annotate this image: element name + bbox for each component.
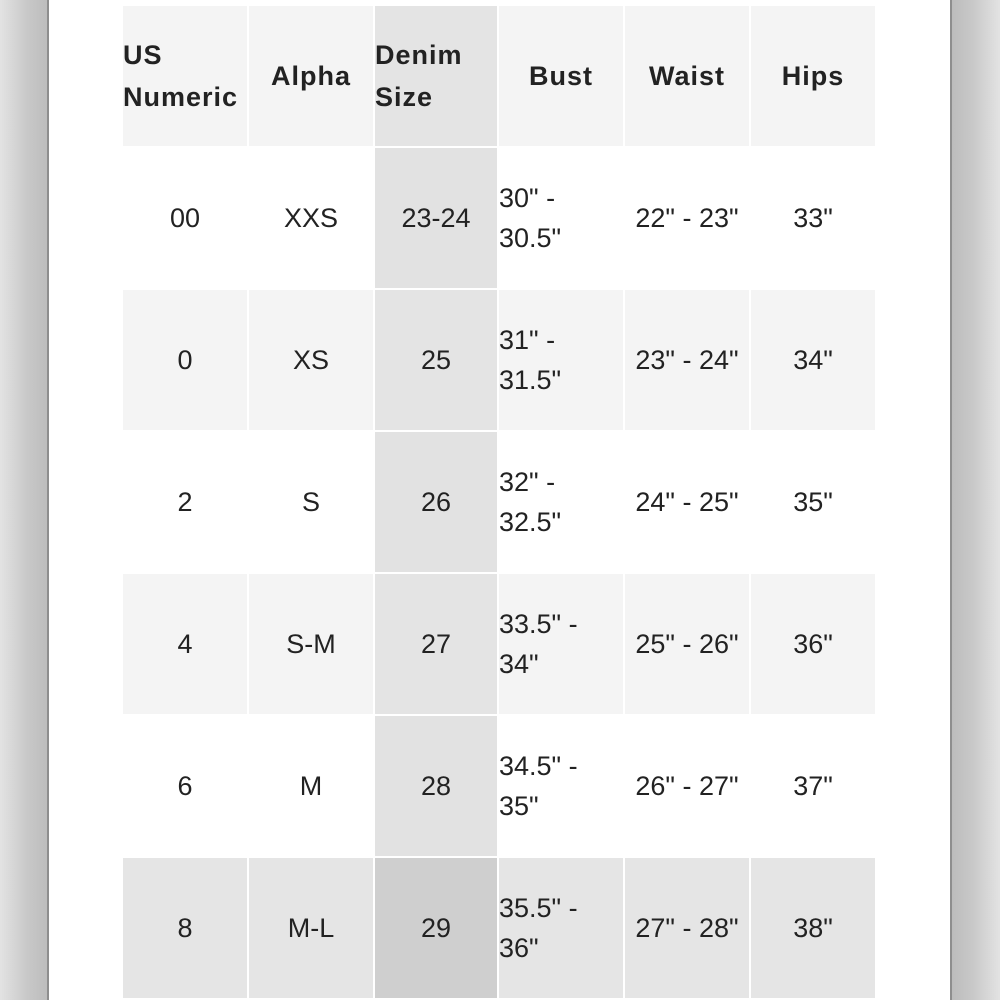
cell-hips: 38"	[751, 858, 875, 998]
size-chart-table	[121, 4, 877, 1000]
right-panel-border	[950, 0, 952, 1000]
cell-hips: 36"	[751, 574, 875, 714]
cell-alpha: M	[249, 716, 373, 856]
header-alpha: Alpha	[249, 6, 373, 146]
cell-bust: 35.5" - 36"	[499, 858, 623, 998]
cell-hips: 33"	[751, 148, 875, 288]
cell-waist: 26" - 27"	[625, 716, 749, 856]
cell-alpha: XS	[249, 290, 373, 430]
table-row	[123, 290, 875, 430]
table-row	[123, 716, 875, 856]
cell-waist: 25" - 26"	[625, 574, 749, 714]
table-row	[123, 858, 875, 998]
cell-us-numeric: 8	[123, 858, 247, 998]
header-hips: Hips	[751, 6, 875, 146]
table-row	[123, 148, 875, 288]
cell-alpha: M-L	[249, 858, 373, 998]
header-denim-size: Denim Size	[375, 6, 497, 146]
cell-alpha: S	[249, 432, 373, 572]
table-row	[123, 432, 875, 572]
cell-denim-size: 25	[375, 290, 497, 430]
left-gray-margin	[0, 0, 48, 1000]
cell-denim-size: 29	[375, 858, 497, 998]
cell-hips: 35"	[751, 432, 875, 572]
cell-alpha: S-M	[249, 574, 373, 714]
cell-waist: 22" - 23"	[625, 148, 749, 288]
cell-us-numeric: 2	[123, 432, 247, 572]
header-waist: Waist	[625, 6, 749, 146]
cell-denim-size: 28	[375, 716, 497, 856]
cell-bust: 30" - 30.5"	[499, 148, 623, 288]
right-gray-margin	[952, 0, 1000, 1000]
cell-waist: 23" - 24"	[625, 290, 749, 430]
cell-waist: 24" - 25"	[625, 432, 749, 572]
cell-bust: 33.5" - 34"	[499, 574, 623, 714]
cell-hips: 37"	[751, 716, 875, 856]
header-bust: Bust	[499, 6, 623, 146]
cell-denim-size: 23-24	[375, 148, 497, 288]
table-row	[123, 574, 875, 714]
cell-denim-size: 27	[375, 574, 497, 714]
cell-us-numeric: 4	[123, 574, 247, 714]
cell-waist: 27" - 28"	[625, 858, 749, 998]
cell-us-numeric: 0	[123, 290, 247, 430]
header-row	[123, 6, 875, 146]
cell-bust: 34.5" - 35"	[499, 716, 623, 856]
cell-us-numeric: 00	[123, 148, 247, 288]
cell-us-numeric: 6	[123, 716, 247, 856]
cell-alpha: XXS	[249, 148, 373, 288]
cell-denim-size: 26	[375, 432, 497, 572]
cell-bust: 31" - 31.5"	[499, 290, 623, 430]
cell-bust: 32" - 32.5"	[499, 432, 623, 572]
header-us-numeric: US Numeric	[123, 6, 247, 146]
cell-hips: 34"	[751, 290, 875, 430]
